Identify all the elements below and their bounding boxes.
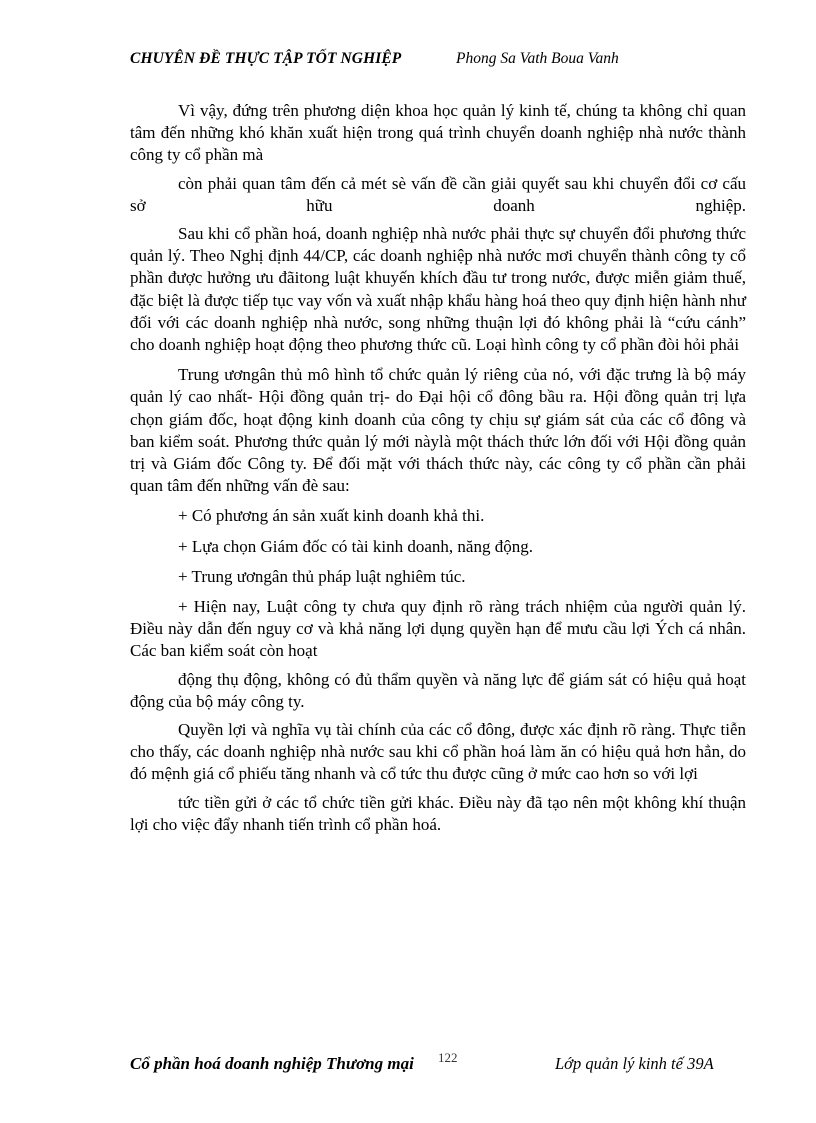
bullet-item-1: + Có phương án sản xuất kinh doanh khả thi. — [178, 506, 485, 526]
bullet-item-4: + Hiện nay, Luật công ty chưa quy định rõ ràng trách nhiệm của người quản lý. Điều này dẫn đến nguy cơ và khả năng lợi dụng quyền hạn để mưu cầu lợi Ých cá nhân. Các ban kiểm soát còn hoạt — [130, 597, 746, 661]
paragraph-2: còn phải quan tâm đến cả mét sè vấn đề cần giải quyết sau khi chuyển đổi cơ cấu sở hữu doanh nghiệp. — [130, 173, 746, 215]
paragraph-1: Vì vậy, đứng trên phương diện khoa học quản lý kinh tế, chúng ta không chỉ quan tâm đến những khó khăn xuất hiện trong quá trình chuyển doanh nghiệp nhà nước thành công ty cổ phần mà — [130, 101, 746, 165]
header-title: CHUYÊN ĐỀ THỰC TẬP TỐT NGHIỆP — [130, 50, 402, 67]
paragraph-4: Trung ươngân thủ mô hình tổ chức quản lý riêng của nó, với đặc trưng là bộ máy quản lý cao nhất- Hội đồng quản trị- do Đại hội cổ đông bầu ra. Hội đồng quản trị lựa chọn giám đốc, hoạt động kinh doanh của công ty chịu sự giám sát của các cổ đông và ban kiểm soát. Phương thức quản lý mới nàylà một thách thức lớn đối với Hội đồng quản trị và Giám đốc Công ty. Để đối mặt với thách thức này, các công ty cổ phần cần phải quan tâm đến những vấn đè sau: — [130, 365, 746, 496]
paragraph-7: tức tiền gửi ở các tổ chức tiền gửi khác. Điều này đã tạo nên một không khí thuận lợi cho việc đẩy nhanh tiến trình cổ phần hoá. — [130, 792, 746, 834]
footer-class: Lớp quản lý kinh tế 39A — [555, 1054, 714, 1073]
page-number: 122 — [438, 1050, 458, 1065]
document-body — [130, 100, 746, 836]
paragraph-5: động thụ động, không có đủ thẩm quyền và năng lực để giám sát có hiệu quả hoạt động của bộ máy công ty. — [130, 669, 746, 711]
paragraph-3: Sau khi cổ phần hoá, doanh nghiệp nhà nước phải thực sự chuyển đổi phương thức quản lý. Theo Nghị định 44/CP, các doanh nghiệp nhà nước mơi chuyển thành công ty cổ phần được hưởng ưu đãitong luật khuyến khích đầu tư trong nước, được miễn giảm thuế, đặc biệt là được tiếp tục vay vốn và xuất nhập khẩu hàng hoá theo quy định hiện hành như đối với các doanh nghiệp nhà nước, song những thuận lợi đó không phải là “cứu cánh” cho doanh nghiệp hoạt động theo phương thức cũ. Loại hình công ty cổ phần đòi hỏi phải — [130, 224, 746, 355]
header-author: Phong Sa Vath Boua Vanh — [456, 50, 619, 67]
bullet-item-3: + Trung ươngân thủ pháp luật nghiêm túc. — [178, 566, 466, 586]
bullet-item-2: + Lựa chọn Giám đốc có tài kinh doanh, năng động. — [178, 536, 533, 556]
footer-title: Cổ phần hoá doanh nghiệp Thương mại — [130, 1054, 414, 1073]
paragraph-6: Quyền lợi và nghĩa vụ tài chính của các cổ đông, được xác định rõ ràng. Thực tiễn cho thấy, các doanh nghiệp nhà nước sau khi cổ phần hoá làm ăn có hiệu quả hơn hẳn, do đó mệnh giá cổ phiếu tăng nhanh và cổ tức thu được cũng ở mức cao hơn so với lợi — [130, 720, 746, 784]
